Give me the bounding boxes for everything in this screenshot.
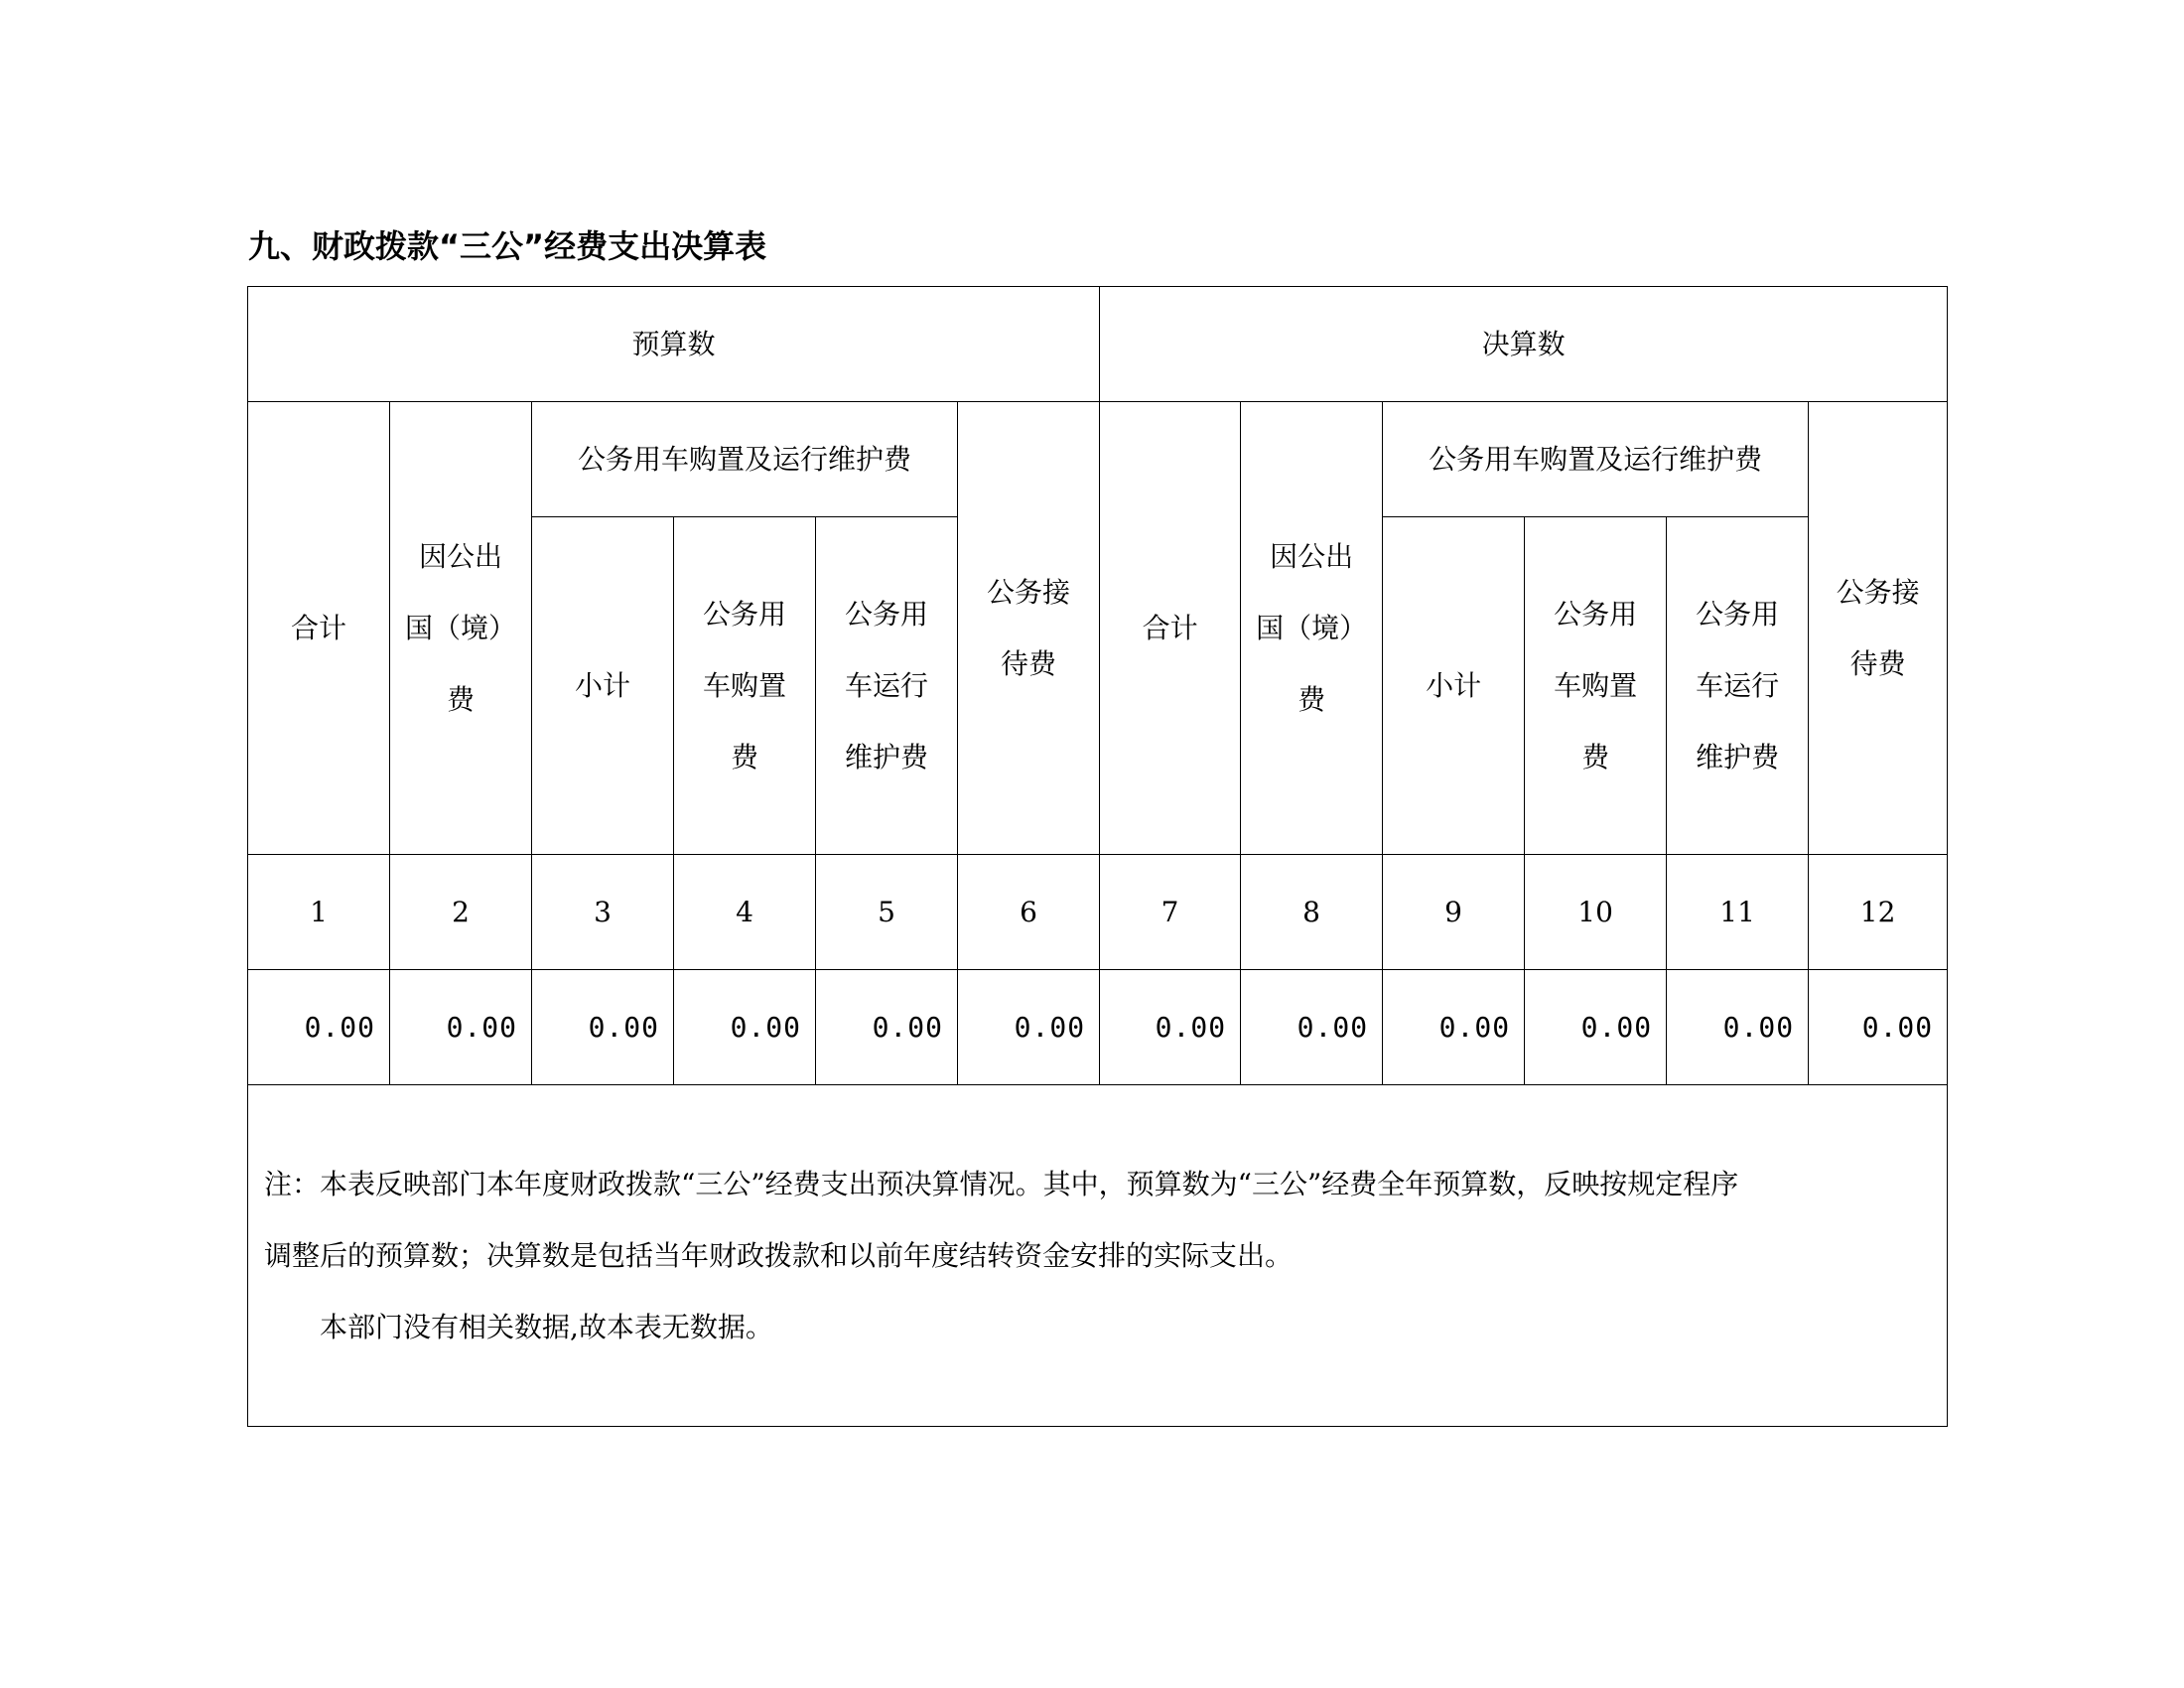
header-budget-abroad: 因公出 国（境） 费 [390, 402, 532, 855]
header-budget-reception: 公务接 待费 [958, 402, 1100, 855]
value-cell: 0.00 [1100, 970, 1241, 1085]
index-cell: 6 [958, 855, 1100, 970]
index-cell: 8 [1241, 855, 1383, 970]
header-final-subtotal: 小计 [1383, 517, 1525, 855]
index-cell: 10 [1525, 855, 1667, 970]
index-cell: 5 [816, 855, 958, 970]
value-row [248, 970, 1948, 1085]
header-final-vehicle-group: 公务用车购置及运行维护费 [1383, 402, 1809, 517]
header-budget-group: 预算数 [248, 287, 1100, 402]
header-final-purchase: 公务用 车购置 费 [1525, 517, 1667, 855]
value-cell: 0.00 [390, 970, 532, 1085]
header-final-total: 合计 [1100, 402, 1241, 855]
index-cell: 9 [1383, 855, 1525, 970]
index-cell: 4 [674, 855, 816, 970]
index-cell: 12 [1809, 855, 1948, 970]
header-final-group: 决算数 [1100, 287, 1948, 402]
column-index-row [248, 855, 1948, 970]
header-final-abroad: 因公出 国（境） 费 [1241, 402, 1383, 855]
three-public-expenses-table [247, 286, 1948, 1427]
header-budget-purchase: 公务用 车购置 费 [674, 517, 816, 855]
index-cell: 1 [248, 855, 390, 970]
index-cell: 7 [1100, 855, 1241, 970]
index-cell: 11 [1667, 855, 1809, 970]
header-budget-total: 合计 [248, 402, 390, 855]
value-cell: 0.00 [1667, 970, 1809, 1085]
value-cell: 0.00 [1241, 970, 1383, 1085]
note-line-3: 本部门没有相关数据,故本表无数据。 [320, 1310, 773, 1343]
document-title: 九、财政拨款“三公”经费支出决算表 [248, 227, 767, 265]
value-cell: 0.00 [816, 970, 958, 1085]
header-final-reception: 公务接 待费 [1809, 402, 1948, 855]
value-cell: 0.00 [1383, 970, 1525, 1085]
note-line-2: 调整后的预算数；决算数是包括当年财政拨款和以前年度结转资金安排的实际支出。 [264, 1238, 1294, 1272]
value-cell: 0.00 [674, 970, 816, 1085]
header-budget-vehicle-group: 公务用车购置及运行维护费 [532, 402, 958, 517]
header-budget-maintenance: 公务用 车运行 维护费 [816, 517, 958, 855]
value-cell: 0.00 [248, 970, 390, 1085]
value-cell: 0.00 [1809, 970, 1948, 1085]
table-note [248, 1085, 1948, 1427]
value-cell: 0.00 [1525, 970, 1667, 1085]
value-cell: 0.00 [532, 970, 674, 1085]
index-cell: 3 [532, 855, 674, 970]
header-budget-subtotal: 小计 [532, 517, 674, 855]
index-cell: 2 [390, 855, 532, 970]
note-line-1: 注：本表反映部门本年度财政拨款“三公”经费支出预决算情况。其中，预算数为“三公”经费全年预算数，反映按规定程序 [264, 1167, 1739, 1200]
value-cell: 0.00 [958, 970, 1100, 1085]
header-final-maintenance: 公务用 车运行 维护费 [1667, 517, 1809, 855]
